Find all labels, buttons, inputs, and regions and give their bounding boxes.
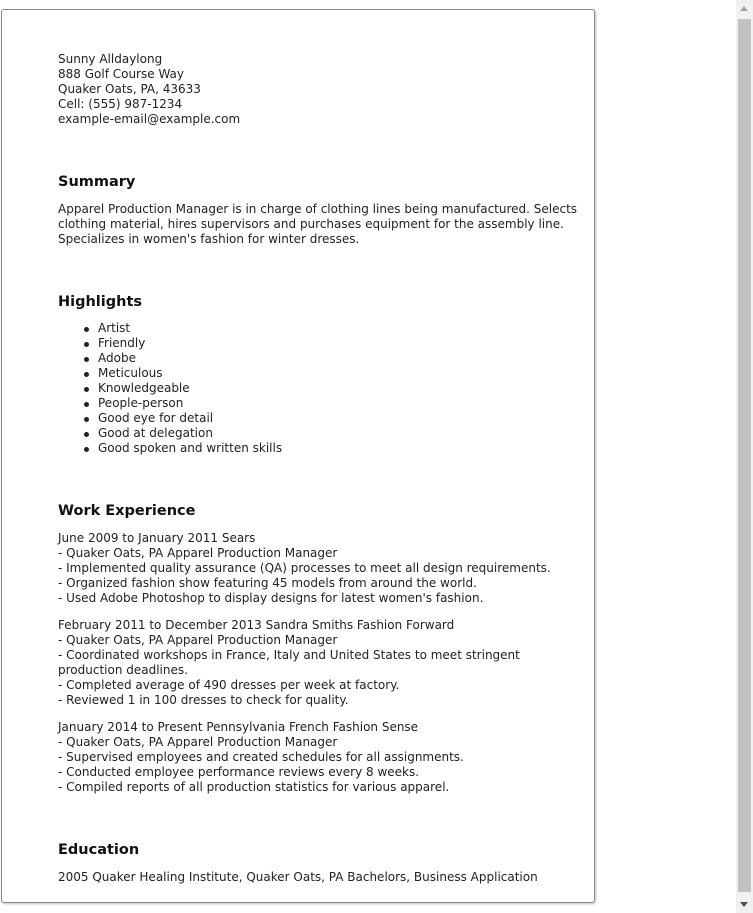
- highlight-text: People-person: [98, 396, 184, 410]
- contact-email: example-email@example.com: [58, 112, 241, 126]
- bullet-icon: [84, 417, 89, 422]
- job-detail-line: - Supervised employees and created schedules for all assignments.: [58, 750, 464, 764]
- bullet-icon: [84, 357, 89, 362]
- highlight-item: [98, 381, 588, 396]
- work-experience-heading: Work Experience: [58, 503, 196, 519]
- job-detail-line: - Compiled reports of all production statistics for various apparel.: [58, 780, 450, 794]
- scroll-up-arrow-icon[interactable]: [740, 6, 748, 11]
- job-entry: [58, 720, 588, 795]
- job-detail-line: - Completed average of 490 dresses per week at factory.: [58, 678, 400, 692]
- bullet-icon: [84, 387, 89, 392]
- contact-address: 888 Golf Course Way: [58, 67, 184, 81]
- highlight-item: [98, 366, 588, 381]
- summary-text: Apparel Production Manager is in charge of clothing lines being manufactured. Selects clothing material, hires supervisors and purchases equipment for the assembly line. Specializes in women's fashion for winter dresses.: [58, 202, 578, 246]
- highlight-text: Adobe: [98, 351, 136, 365]
- highlight-text: Good at delegation: [98, 426, 213, 440]
- bullet-icon: [84, 447, 89, 452]
- highlight-item: [98, 426, 588, 441]
- highlight-item: [98, 351, 588, 366]
- job-detail-line: - Reviewed 1 in 100 dresses to check for quality.: [58, 693, 349, 707]
- highlight-item: [98, 441, 588, 456]
- highlight-item: [98, 321, 588, 336]
- highlight-item: [98, 336, 588, 351]
- resume-content: [58, 50, 588, 885]
- bullet-icon: [84, 432, 89, 437]
- job-title-line: February 2011 to December 2013 Sandra Smiths Fashion Forward: [58, 618, 455, 632]
- job-entry: [58, 618, 588, 708]
- job-title-line: January 2014 to Present Pennsylvania French Fashion Sense: [58, 720, 419, 734]
- resume-page: [1, 9, 595, 903]
- bullet-icon: [84, 372, 89, 377]
- highlights-heading: Highlights: [58, 294, 143, 310]
- job-detail-line: - Quaker Oats, PA Apparel Production Manager: [58, 633, 338, 647]
- job-title-line: June 2009 to January 2011 Sears: [58, 531, 256, 545]
- job-detail-line: - Implemented quality assurance (QA) processes to meet all design requirements.: [58, 561, 551, 575]
- work-experience-list: [58, 531, 588, 795]
- highlight-item: [98, 411, 588, 426]
- vertical-scrollbar[interactable]: [736, 0, 753, 913]
- job-detail-line: - Coordinated workshops in France, Italy and United States to meet stringent production deadlines.: [58, 648, 520, 677]
- job-detail-line: - Organized fashion show featuring 45 models from around the world.: [58, 576, 477, 590]
- highlight-text: Artist: [98, 321, 131, 335]
- bullet-icon: [84, 402, 89, 407]
- scroll-down-arrow-icon[interactable]: [740, 902, 748, 907]
- summary-heading: Summary: [58, 174, 136, 190]
- highlight-text: Knowledgeable: [98, 381, 190, 395]
- job-detail-line: - Used Adobe Photoshop to display designs for latest women's fashion.: [58, 591, 484, 605]
- highlight-text: Meticulous: [98, 366, 163, 380]
- job-detail-line: - Quaker Oats, PA Apparel Production Manager: [58, 735, 338, 749]
- contact-block: [58, 52, 588, 127]
- job-entry: [58, 531, 588, 606]
- job-detail-line: - Quaker Oats, PA Apparel Production Manager: [58, 546, 338, 560]
- highlight-item: [98, 396, 588, 411]
- highlight-text: Friendly: [98, 336, 146, 350]
- bullet-icon: [84, 342, 89, 347]
- highlights-list: [58, 321, 588, 456]
- contact-cell: Cell: (555) 987-1234: [58, 97, 183, 111]
- job-detail-line: - Conducted employee performance reviews every 8 weeks.: [58, 765, 420, 779]
- education-heading: Education: [58, 842, 140, 858]
- contact-name: Sunny Alldaylong: [58, 52, 163, 66]
- bullet-icon: [84, 327, 89, 332]
- contact-city: Quaker Oats, PA, 43633: [58, 82, 201, 96]
- scroll-thumb[interactable]: [738, 19, 751, 892]
- education-text: 2005 Quaker Healing Institute, Quaker Oats, PA Bachelors, Business Application: [58, 870, 538, 884]
- highlight-text: Good spoken and written skills: [98, 441, 283, 455]
- highlight-text: Good eye for detail: [98, 411, 214, 425]
